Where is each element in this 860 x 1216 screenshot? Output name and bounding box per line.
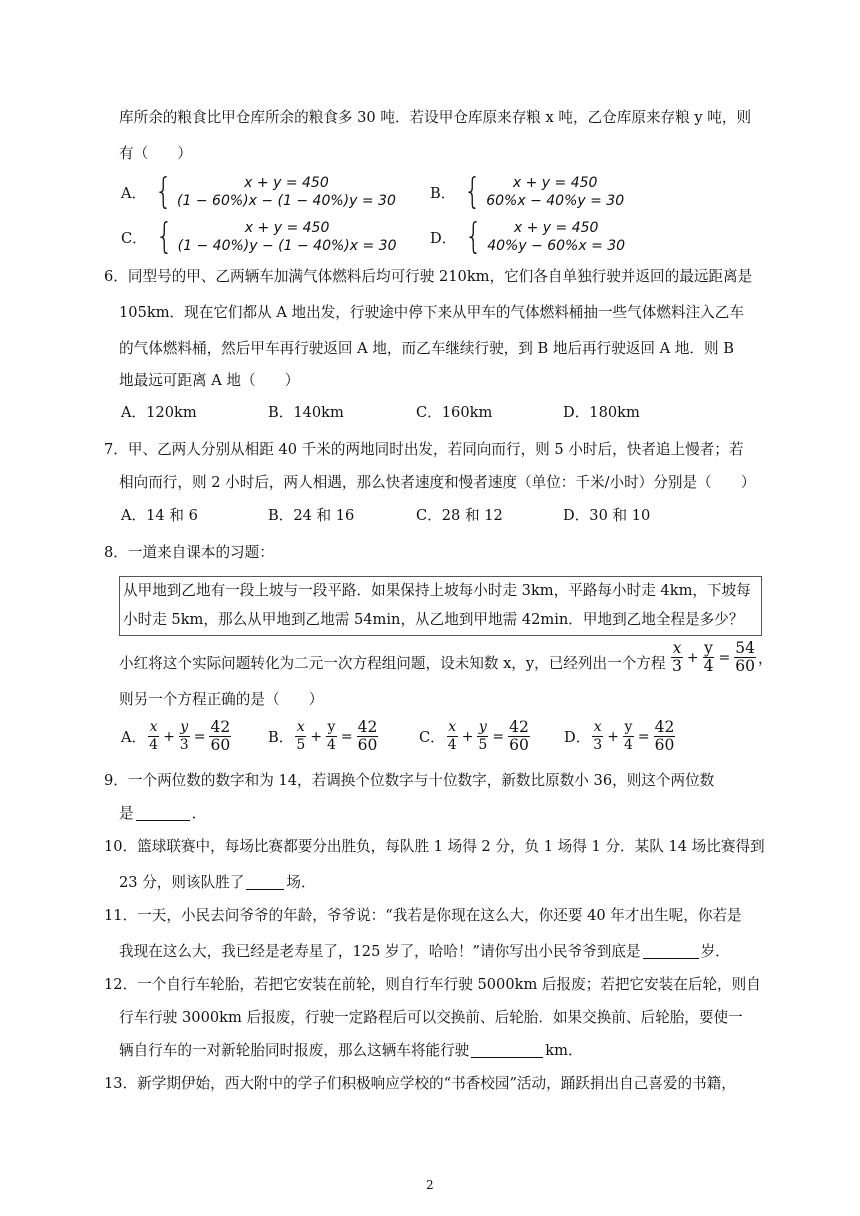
denominator: 3 <box>179 737 189 753</box>
option-label: D． <box>564 729 591 746</box>
q7-option-c[interactable]: C．28 和 12 <box>416 507 503 524</box>
q12-text-end: km． <box>545 1042 583 1059</box>
comma: ， <box>757 650 773 667</box>
numerator: x <box>593 719 602 735</box>
option-label: C． <box>419 729 445 746</box>
q5-option-d[interactable] <box>430 216 626 257</box>
plus-sign: + <box>461 728 474 745</box>
q7-option-d[interactable]: D．30 和 10 <box>563 507 651 524</box>
q6-option-d[interactable]: D．180km <box>563 404 640 421</box>
brace-icon: { <box>155 171 173 212</box>
option-label: C． <box>121 229 147 247</box>
equals-sign: = <box>492 728 505 745</box>
equation-1: x + y = 450 <box>244 220 330 236</box>
q12-line-3 <box>119 1041 583 1061</box>
option-label: A． <box>121 184 147 202</box>
equals-sign: = <box>718 649 731 666</box>
plus-sign: + <box>607 728 619 745</box>
q8-option-c[interactable] <box>419 719 532 754</box>
q8-line-2: 小红将这个实际问题转化为二元一次方程组问题，设未知数 x，y，已经列出一个方程 <box>119 655 666 672</box>
numerator: x <box>672 639 682 657</box>
brace-icon: { <box>464 171 482 212</box>
denominator: 4 <box>447 737 457 753</box>
denominator: 60 <box>735 657 755 675</box>
q12-answer-blank[interactable] <box>471 1042 543 1058</box>
q10-answer-blank[interactable] <box>246 874 284 890</box>
q6-line-1: 6．同型号的甲、乙两辆车加满气体燃料后均可行驶 210km，它们各自单独行驶并返回的最远距离是 <box>104 268 753 285</box>
q8-line-1: 8．一道来自课本的习题： <box>104 544 274 561</box>
q5-line-2: 有（ ） <box>119 145 192 162</box>
numerator: y <box>327 719 336 735</box>
q8-option-d[interactable] <box>564 719 677 754</box>
q10-line-2 <box>119 873 316 893</box>
q5-line-1: 库所余的粮食比甲仓库所余的粮食多 30 吨．若设甲仓库原来存粮 x 吨，乙仓库原来存粮 y 吨，则 <box>119 109 752 126</box>
numerator: 42 <box>509 718 529 736</box>
equation-1: x + y = 450 <box>513 220 599 236</box>
brace-icon: { <box>155 216 173 257</box>
q7-line-1: 7．甲、乙两人分别从相距 40 千米的两地同时出发，若同向而行，则 5 小时后，快者追上慢者；若 <box>104 441 744 458</box>
denominator: 60 <box>357 736 378 754</box>
q6-option-a[interactable]: A．120km <box>121 404 197 421</box>
denominator: 60 <box>210 736 231 754</box>
denominator: 3 <box>593 737 603 753</box>
equation-2: 40%y − 60%x = 30 <box>487 238 626 254</box>
q9-line-1: 9．一个两位数的数字和为 14，若调换个位数字与十位数字，新数比原数小 36，则这个两位数 <box>104 772 715 789</box>
q8-box-line-1: 从甲地到乙地有一段上坡与一段平路．如果保持上坡每小时走 3km，平路每小时走 4km，下坡每 <box>123 582 751 599</box>
plus-sign: + <box>163 728 175 745</box>
numerator: x <box>149 719 158 735</box>
option-label: B． <box>430 184 456 202</box>
equation-1: x + y = 450 <box>244 175 329 191</box>
equals-sign: = <box>340 728 353 745</box>
q6-option-c[interactable]: C．160km <box>416 404 493 421</box>
q6-line-2: 105km．现在它们都从 A 地出发，行驶途中停下来从甲车的气体燃料桶抽一些气体燃料注入乙车 <box>119 304 744 321</box>
equation-2: 60%x − 40%y = 30 <box>486 193 625 209</box>
q10-line-1: 10．篮球联赛中，每场比赛都要分出胜负，每队胜 1 场得 2 分，负 1 场得 1 分．某队 14 场比赛得到 <box>104 838 765 855</box>
q10-text-start: 23 分，则该队胜了 <box>119 874 245 891</box>
numerator: y <box>624 719 633 735</box>
q6-line-3: 的气体燃料桶，然后甲车再行驶返回 A 地，而乙车继续行驶，到 B 地后再行驶返回 A 地．则 B <box>119 340 734 357</box>
q11-line-2 <box>119 942 730 962</box>
numerator: x <box>296 719 305 735</box>
q8-option-a[interactable] <box>121 719 233 754</box>
numerator: y <box>704 639 713 657</box>
option-label: A． <box>121 729 147 746</box>
q9-text-end: ． <box>191 805 207 822</box>
page-number: 2 <box>426 1178 434 1192</box>
q5-option-b[interactable] <box>430 171 625 212</box>
equals-sign: = <box>637 728 650 745</box>
q13-line-1: 13．新学期伊始，西大附中的学子们积极响应学校的“书香校园”活动，踊跃捐出自己喜爱的书籍， <box>104 1075 736 1092</box>
numerator: x <box>448 719 457 735</box>
numerator: 42 <box>357 718 378 736</box>
q11-line-1: 11．一天，小民去问爷爷的年龄，爷爷说：“我若是你现在这么大，你还要 40 年才出生呢，你若是 <box>104 907 742 924</box>
denominator: 4 <box>149 737 159 753</box>
numerator: 42 <box>654 718 675 736</box>
q7-option-b[interactable]: B．24 和 16 <box>268 507 355 524</box>
numerator: 42 <box>210 718 231 736</box>
q9-answer-blank[interactable] <box>136 805 190 821</box>
q12-line-2: 行车行驶 3000km 后报废，行驶一定路程后可以交换前、后轮胎．如果交换前、后轮胎，要使一 <box>119 1009 743 1026</box>
equation-2: (1 − 60%)x − (1 − 40%)y = 30 <box>177 193 396 209</box>
denominator: 3 <box>672 657 682 675</box>
equation-2: (1 − 40%)y − (1 − 40%)x = 30 <box>177 238 397 254</box>
option-label: D． <box>430 229 457 247</box>
q6-option-b[interactable]: B．140km <box>268 404 344 421</box>
denominator: 60 <box>509 736 529 754</box>
q9-text-start: 是 <box>119 805 134 822</box>
q6-line-4: 地最远可距离 A 地（ ） <box>119 372 300 389</box>
denominator: 4 <box>623 737 633 753</box>
equation-1: x + y = 450 <box>512 175 598 191</box>
equals-sign: = <box>193 728 206 745</box>
q8-box-line-2: 小时走 5km，那么从甲地到乙地需 54min，从乙地到甲地需 42min．甲地到乙地全程是多少？ <box>123 611 744 628</box>
denominator: 5 <box>478 737 488 753</box>
option-label: B． <box>268 729 294 746</box>
q8-given-equation <box>669 640 773 675</box>
denominator: 4 <box>703 657 714 675</box>
q11-answer-blank[interactable] <box>643 943 699 959</box>
q11-text-start: 我现在这么大，我已经是老寿星了，125 岁了，哈哈！”请你写出小民爷爷到底是 <box>119 943 641 960</box>
q12-line-1: 12．一个自行车轮胎，若把它安装在前轮，则自行车行驶 5000km 后报废；若把它安装在后轮，则自 <box>104 976 761 993</box>
brace-icon: { <box>465 216 483 257</box>
numerator: 54 <box>735 639 755 657</box>
q5-option-a[interactable] <box>121 171 396 212</box>
denominator: 5 <box>296 737 306 753</box>
plus-sign: + <box>310 728 322 745</box>
plus-sign: + <box>686 649 699 666</box>
q7-option-a[interactable]: A．14 和 6 <box>121 507 198 524</box>
denominator: 60 <box>654 736 675 754</box>
q12-text-start: 辆自行车的一对新轮胎同时报废，那么这辆车将能行驶 <box>119 1042 470 1059</box>
q9-line-2 <box>119 804 206 824</box>
q8-option-b[interactable] <box>268 719 380 754</box>
q10-text-end: 场． <box>286 874 316 891</box>
q7-line-2: 相向而行，则 2 小时后，两人相遇，那么快者速度和慢者速度（单位：千米/小时）分别是（ ） <box>119 474 756 491</box>
numerator: y <box>478 719 487 735</box>
q5-option-c[interactable] <box>121 216 397 257</box>
q11-text-end: 岁． <box>700 943 730 960</box>
numerator: y <box>180 719 189 735</box>
denominator: 4 <box>326 737 336 753</box>
q8-line-3: 则另一个方程正确的是（ ） <box>119 691 324 708</box>
